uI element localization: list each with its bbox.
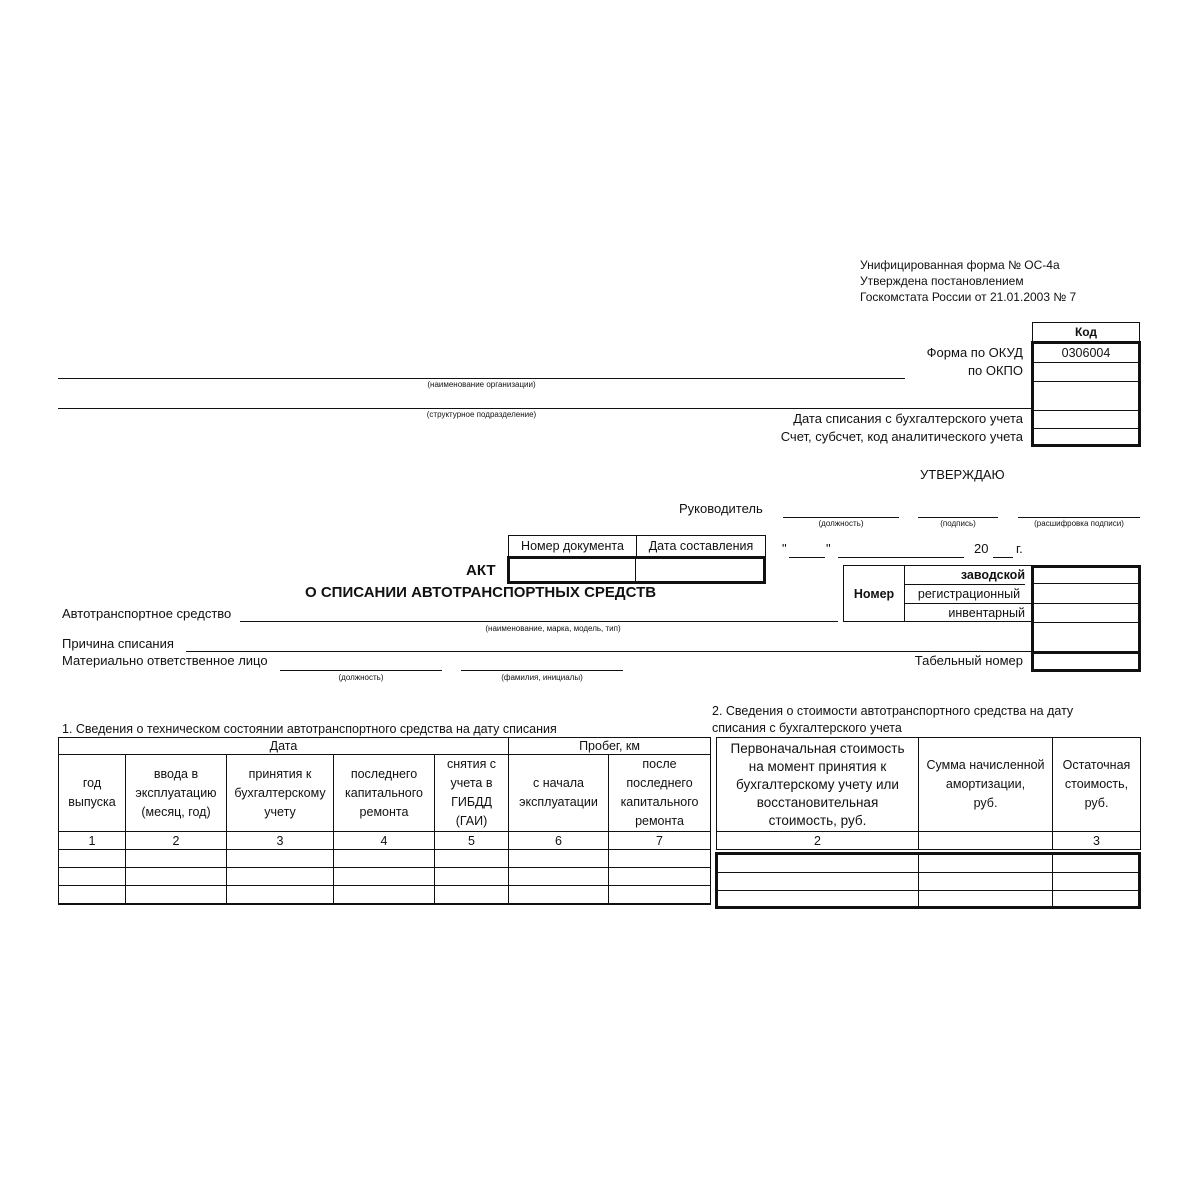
table-cell[interactable] bbox=[334, 868, 435, 886]
form-number-line: Унифицированная форма № ОС-4а bbox=[860, 258, 1060, 272]
writeoff-date-label: Дата списания с бухгалтерского учета bbox=[793, 411, 1023, 426]
col-commission: ввода в эксплуатацию (месяц, год) bbox=[126, 755, 227, 832]
quote-open: " bbox=[782, 541, 787, 556]
vehicle-label: Автотранспортное средство bbox=[62, 606, 232, 621]
col-number: 4 bbox=[334, 832, 435, 850]
table-row bbox=[59, 850, 711, 868]
col-number: 2 bbox=[717, 832, 919, 850]
form-decree-line: Госкомстата России от 21.01.2003 № 7 bbox=[860, 290, 1077, 304]
reason-line[interactable] bbox=[186, 651, 1033, 652]
tab-number-label: Табельный номер bbox=[914, 653, 1023, 668]
table-cell[interactable] bbox=[435, 886, 509, 905]
number-block-label: Номер bbox=[844, 566, 905, 621]
col-year: год выпуска bbox=[59, 755, 126, 832]
resp-position-line[interactable] bbox=[280, 670, 442, 671]
code-box bbox=[1031, 341, 1141, 447]
code-header: Код bbox=[1032, 322, 1140, 343]
table-cell[interactable] bbox=[609, 868, 711, 886]
code-empty-cell[interactable] bbox=[1034, 382, 1138, 411]
head-position-line[interactable] bbox=[783, 517, 899, 518]
approve-title: УТВЕРЖДАЮ bbox=[920, 467, 1005, 482]
col-initial-cost: Первоначальная стоимость на момент принятия к бухгалтерскому учету или восстановительная стоимость, руб. bbox=[717, 738, 919, 832]
col-number: 1 bbox=[59, 832, 126, 850]
okpo-code-value[interactable] bbox=[1034, 363, 1138, 382]
table-cell[interactable] bbox=[609, 886, 711, 905]
table-cell[interactable] bbox=[334, 886, 435, 905]
quote-close: " bbox=[826, 541, 831, 556]
inventory-value[interactable] bbox=[1034, 604, 1138, 623]
table-cell[interactable] bbox=[227, 850, 334, 868]
residual-cost-value[interactable] bbox=[1053, 855, 1138, 872]
col-number: 3 bbox=[227, 832, 334, 850]
col-number: 6 bbox=[509, 832, 609, 850]
head-signature-line[interactable] bbox=[918, 517, 998, 518]
number-empty-cell[interactable] bbox=[1034, 623, 1138, 654]
head-decode-line[interactable] bbox=[1018, 517, 1140, 518]
col-mileage-repair: после последнего капитального ремонта bbox=[609, 755, 711, 832]
head-signature-caption: (подпись) bbox=[940, 519, 976, 528]
year-suffix: г. bbox=[1016, 541, 1023, 556]
doc-title: АКТ bbox=[466, 562, 496, 579]
table-cell[interactable] bbox=[126, 886, 227, 905]
section2-title-line1: 2. Сведения о стоимости автотранспортного средства на дату bbox=[712, 704, 1074, 718]
col-residual-cost: Остаточная стоимость, руб. bbox=[1053, 738, 1141, 832]
number-block bbox=[843, 565, 1033, 622]
resp-position-caption: (должность) bbox=[338, 673, 384, 682]
table-row bbox=[59, 868, 711, 886]
okud-code-value[interactable]: 0306004 bbox=[1034, 344, 1138, 363]
col-mileage-start: с начала эксплуатации bbox=[509, 755, 609, 832]
table-cell[interactable] bbox=[59, 886, 126, 905]
doc-number-label: Номер документа bbox=[509, 536, 637, 557]
table-cell[interactable] bbox=[609, 850, 711, 868]
org-name-caption: (наименование организации) bbox=[427, 380, 536, 389]
col-number: 5 bbox=[435, 832, 509, 850]
reason-label: Причина списания bbox=[62, 636, 174, 651]
col-amortization: Сумма начисленной амортизации, руб. bbox=[919, 738, 1053, 832]
doc-number-table bbox=[508, 535, 766, 557]
doc-date-label: Дата составления bbox=[637, 536, 766, 557]
form-approved-line: Утверждена постановлением bbox=[860, 274, 1024, 288]
col-number: 7 bbox=[609, 832, 711, 850]
col-number: 3 bbox=[1053, 832, 1141, 850]
col-last-repair: последнего капитального ремонта bbox=[334, 755, 435, 832]
col-accounting: принятия к бухгалтерскому учету bbox=[227, 755, 334, 832]
year-line[interactable] bbox=[993, 557, 1013, 558]
table-row bbox=[59, 886, 711, 905]
okud-label: Форма по ОКУД bbox=[926, 345, 1023, 360]
table-cell[interactable] bbox=[509, 886, 609, 905]
head-label: Руководитель bbox=[679, 501, 763, 516]
group-mileage: Пробег, км bbox=[509, 738, 711, 755]
account-value[interactable] bbox=[1034, 429, 1138, 444]
table-cell[interactable] bbox=[509, 868, 609, 886]
col-number: 2 bbox=[126, 832, 227, 850]
head-position-caption: (должность) bbox=[818, 519, 864, 528]
responsible-label: Материально ответственное лицо bbox=[62, 653, 268, 668]
doc-subtitle: О СПИСАНИИ АВТОТРАНСПОРТНЫХ СРЕДСТВ bbox=[305, 584, 657, 601]
okpo-label: по ОКПО bbox=[967, 363, 1023, 378]
factory-value[interactable] bbox=[1034, 568, 1138, 584]
table-cell[interactable] bbox=[435, 868, 509, 886]
initial-cost-value[interactable] bbox=[718, 855, 918, 872]
vehicle-line[interactable] bbox=[240, 621, 838, 622]
table-cell[interactable] bbox=[126, 850, 227, 868]
table-cell[interactable] bbox=[59, 868, 126, 886]
registration-value[interactable] bbox=[1034, 584, 1138, 604]
section1-title: 1. Сведения о техническом состоянии автотранспортного средства на дату списания bbox=[62, 722, 557, 736]
number-values-box bbox=[1031, 565, 1141, 672]
table-cell[interactable] bbox=[126, 868, 227, 886]
tab-number-value[interactable] bbox=[1034, 654, 1138, 669]
table-cell[interactable] bbox=[334, 850, 435, 868]
division-line[interactable] bbox=[58, 408, 1033, 409]
registration-label: регистрационный bbox=[905, 585, 1033, 604]
writeoff-date-value[interactable] bbox=[1034, 411, 1138, 429]
factory-label: заводской bbox=[905, 566, 1025, 585]
doc-values-box bbox=[507, 556, 766, 584]
inventory-label: инвентарный bbox=[948, 606, 1025, 620]
table-cell[interactable] bbox=[227, 868, 334, 886]
table-cell[interactable] bbox=[59, 850, 126, 868]
tech-state-table bbox=[58, 737, 711, 905]
head-decode-caption: (расшифровка подписи) bbox=[1034, 519, 1124, 528]
doc-number-value[interactable] bbox=[510, 559, 635, 581]
resp-name-caption: (фамилия, инициалы) bbox=[501, 673, 583, 682]
vehicle-caption: (наименование, марка, модель, тип) bbox=[485, 624, 621, 633]
table-cell[interactable] bbox=[435, 850, 509, 868]
org-name-line[interactable] bbox=[58, 378, 905, 379]
doc-date-value[interactable] bbox=[636, 559, 763, 581]
year-prefix: 20 bbox=[974, 541, 989, 556]
month-line[interactable] bbox=[838, 557, 964, 558]
col-number bbox=[919, 832, 1053, 850]
day-line[interactable] bbox=[789, 557, 825, 558]
section2-title-line2: списания с бухгалтерского учета bbox=[712, 721, 902, 735]
account-label: Счет, субсчет, код аналитического учета bbox=[780, 429, 1023, 444]
amortization-value[interactable] bbox=[919, 855, 1052, 872]
cost-values-box bbox=[715, 852, 1141, 909]
division-caption: (структурное подразделение) bbox=[426, 410, 537, 419]
table-cell[interactable] bbox=[227, 886, 334, 905]
table-cell[interactable] bbox=[509, 850, 609, 868]
resp-name-line[interactable] bbox=[461, 670, 623, 671]
group-date: Дата bbox=[59, 738, 509, 755]
col-deregistration: снятия с учета в ГИБДД (ГАИ) bbox=[435, 755, 509, 832]
cost-table bbox=[716, 737, 1141, 850]
